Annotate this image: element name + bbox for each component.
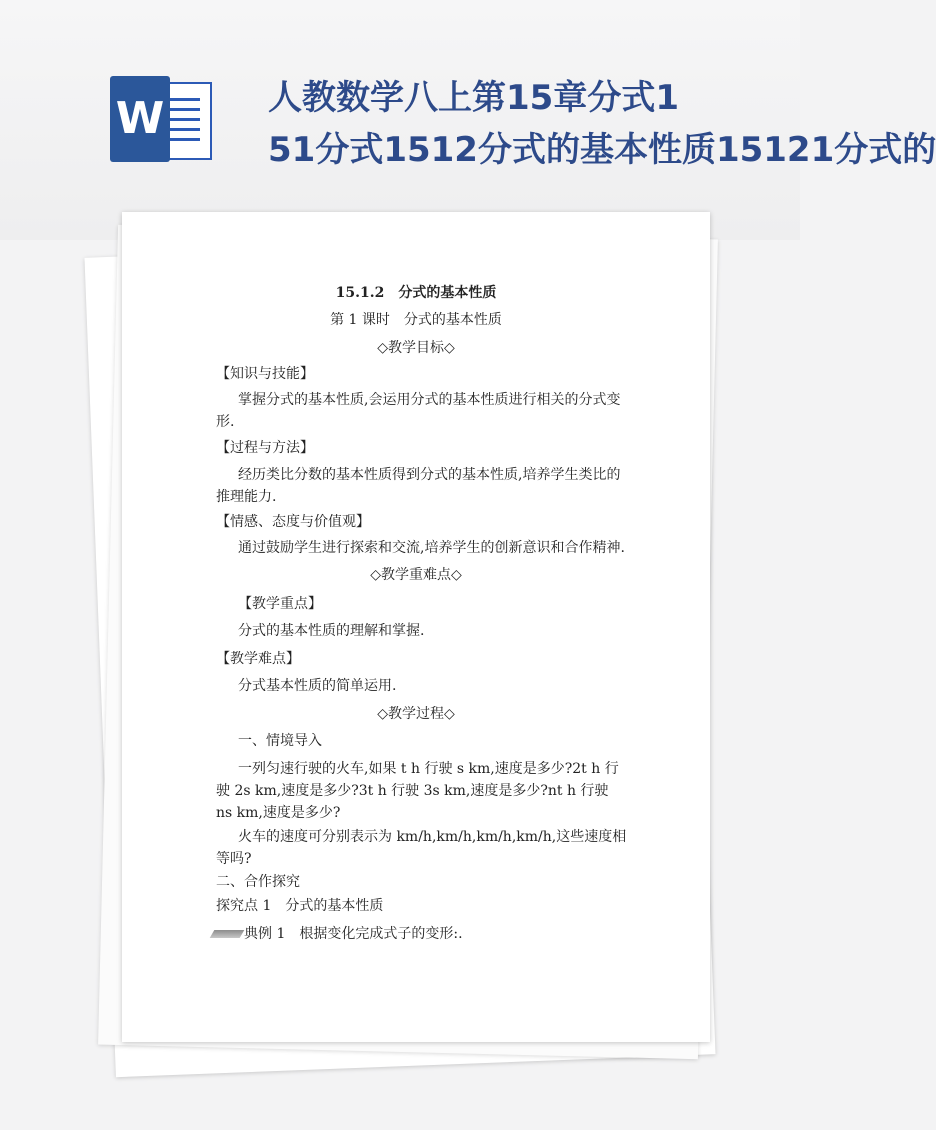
keypoints-heading: ◇教学重难点◇	[370, 567, 462, 583]
word-logo-letter: W	[110, 76, 170, 162]
document-page	[122, 212, 710, 1042]
document-title: 人教数学八上第15章分式1 51分式1512分式的基本性质15121分式的	[268, 78, 936, 170]
intro-text: 一列匀速行驶的火车,如果 t h 行驶 s km,速度是多少?2t h 行驶 2s km,速度是多少?3t h 行驶 3s km,速度是多少?nt h 行驶 ns km,速度是多少?	[216, 761, 619, 821]
difficulty-heading: 【教学难点】	[216, 651, 300, 667]
lesson-title: 第 1 课时 分式的基本性质	[330, 312, 502, 328]
example-text: 典例 1 根据变化完成式子的变形:.	[244, 926, 463, 942]
process-heading: 【过程与方法】	[216, 440, 314, 456]
emotion-text: 通过鼓励学生进行探索和交流,培养学生的创新意识和合作精神.	[238, 540, 625, 556]
word-document-icon	[110, 76, 214, 162]
intro-heading: 一、情境导入	[238, 733, 322, 749]
procedure-heading: ◇教学过程◇	[377, 706, 455, 722]
example-line	[212, 923, 463, 945]
document-banner	[0, 0, 936, 240]
explore-heading: 二、合作探究	[216, 874, 300, 890]
process-text: 经历类比分数的基本性质得到分式的基本性质,培养学生类比的推理能力.	[216, 467, 621, 505]
speed-text: 火车的速度可分别表示为 km/h,km/h,km/h,km/h,这些速度相等吗?	[216, 829, 627, 867]
emotion-heading: 【情感、态度与价值观】	[216, 514, 370, 530]
example-marker-icon	[210, 930, 245, 938]
difficulty-text: 分式基本性质的简单运用.	[238, 678, 397, 694]
knowledge-text: 掌握分式的基本性质,会运用分式的基本性质进行相关的分式变形.	[216, 392, 621, 430]
focus-text: 分式的基本性质的理解和掌握.	[238, 623, 425, 639]
goals-heading: ◇教学目标◇	[377, 340, 455, 356]
explore-point: 探究点 1 分式的基本性质	[216, 898, 384, 914]
focus-heading: 【教学重点】	[238, 596, 322, 612]
knowledge-heading: 【知识与技能】	[216, 366, 314, 382]
section-title: 15.1.2 分式的基本性质	[335, 285, 497, 301]
